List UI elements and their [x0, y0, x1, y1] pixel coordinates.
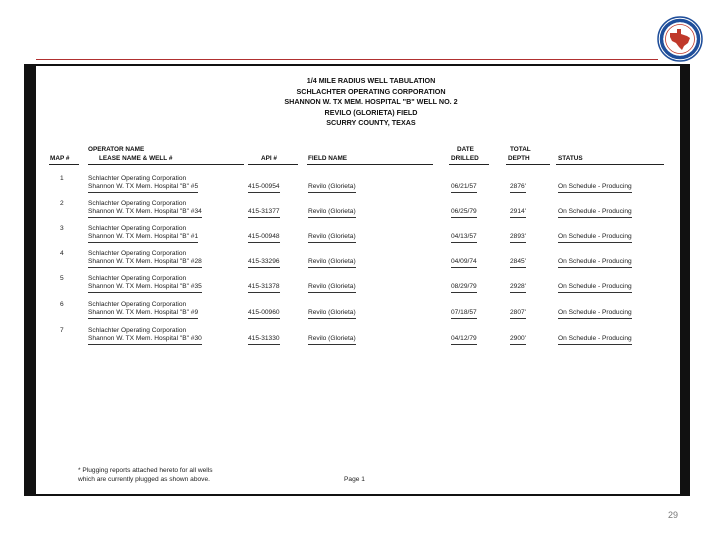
- header-depth-top: TOTAL: [510, 146, 531, 153]
- row-7-api: 415-31330: [248, 335, 280, 345]
- header-status: STATUS: [558, 155, 583, 162]
- row-1-operator: Schlachter Operating Corporation: [88, 175, 187, 182]
- footnote-line-1: * Plugging reports attached hereto for all wells: [78, 467, 213, 474]
- title-line-4: REVILO (GLORIETA) FIELD: [324, 107, 418, 117]
- row-5-field: Revilo (Glorieta): [308, 283, 356, 293]
- row-4-lease: Shannon W. TX Mem. Hospital "B" #28: [88, 258, 202, 268]
- row-5-status: On Schedule - Producing: [558, 283, 632, 293]
- row-3-api: 415-00948: [248, 233, 280, 243]
- header-underline-lease: [88, 164, 244, 165]
- row-2-map: 2: [60, 200, 64, 207]
- header-underline-api: [248, 164, 298, 165]
- row-1-status: On Schedule - Producing: [558, 183, 632, 193]
- row-5-api: 415-31378: [248, 283, 280, 293]
- row-7-depth: 2900': [510, 335, 526, 345]
- row-1-date: 06/21/57: [451, 183, 477, 193]
- row-5-lease: Shannon W. TX Mem. Hospital "B" #35: [88, 283, 202, 293]
- row-7-operator: Schlachter Operating Corporation: [88, 327, 187, 334]
- header-api: API #: [261, 155, 277, 162]
- title-line-1: 1/4 MILE RADIUS WELL TABULATION: [306, 76, 436, 85]
- row-2-lease: Shannon W. TX Mem. Hospital "B" #34: [88, 208, 202, 218]
- row-7-lease: Shannon W. TX Mem. Hospital "B" #30: [88, 335, 202, 345]
- title-line-5: SCURRY COUNTY, TEXAS: [326, 118, 416, 127]
- row-1-map: 1: [60, 175, 64, 182]
- header-underline-depth: [506, 164, 550, 165]
- row-6-lease: Shannon W. TX Mem. Hospital "B" #9: [88, 309, 198, 319]
- scanned-document-page: [36, 66, 680, 494]
- header-underline-date: [449, 164, 489, 165]
- row-6-status: On Schedule - Producing: [558, 309, 632, 319]
- row-4-operator: Schlachter Operating Corporation: [88, 250, 187, 257]
- row-3-field: Revilo (Glorieta): [308, 233, 356, 243]
- header-map: MAP #: [50, 155, 70, 162]
- row-6-field: Revilo (Glorieta): [308, 309, 356, 319]
- row-5-date: 08/29/79: [451, 283, 477, 293]
- header-underline-field: [307, 164, 433, 165]
- row-5-operator: Schlachter Operating Corporation: [88, 275, 187, 282]
- row-1-lease: Shannon W. TX Mem. Hospital "B" #5: [88, 183, 198, 193]
- header-field: FIELD NAME: [308, 155, 348, 162]
- row-2-operator: Schlachter Operating Corporation: [88, 200, 187, 207]
- row-6-date: 07/18/57: [451, 309, 477, 319]
- row-4-date: 04/09/74: [451, 258, 477, 268]
- row-7-field: Revilo (Glorieta): [308, 335, 356, 345]
- row-3-operator: Schlachter Operating Corporation: [88, 225, 187, 232]
- row-7-status: On Schedule - Producing: [558, 335, 632, 345]
- row-6-map: 6: [60, 301, 64, 308]
- row-1-depth: 2876': [510, 183, 526, 193]
- row-3-status: On Schedule - Producing: [558, 233, 632, 243]
- header-lease: LEASE NAME & WELL #: [99, 155, 173, 162]
- header-date-top: DATE: [457, 146, 474, 153]
- row-4-field: Revilo (Glorieta): [308, 258, 356, 268]
- slide-top-rule: [36, 59, 658, 60]
- row-7-date: 04/12/79: [451, 335, 477, 345]
- header-depth-bottom: DEPTH: [508, 155, 530, 162]
- row-3-depth: 2893': [510, 233, 526, 243]
- row-1-field: Revilo (Glorieta): [308, 183, 356, 193]
- row-4-map: 4: [60, 250, 64, 257]
- header-operator-name: OPERATOR NAME: [88, 146, 145, 153]
- row-4-api: 415-33296: [248, 258, 280, 268]
- row-4-status: On Schedule - Producing: [558, 258, 632, 268]
- slide-page-number: 29: [668, 510, 679, 520]
- row-1-api: 415-00954: [248, 183, 280, 193]
- row-3-lease: Shannon W. TX Mem. Hospital "B" #1: [88, 233, 198, 243]
- row-5-depth: 2928': [510, 283, 526, 293]
- scanned-document-frame: [24, 64, 690, 496]
- footnote-line-2: which are currently plugged as shown above.: [78, 476, 210, 483]
- row-2-field: Revilo (Glorieta): [308, 208, 356, 218]
- row-2-status: On Schedule - Producing: [558, 208, 632, 218]
- row-3-date: 04/13/57: [451, 233, 477, 243]
- title-line-3: SHANNON W. TX MEM. HOSPITAL "B" WELL NO. 2: [284, 97, 458, 106]
- row-3-map: 3: [60, 225, 64, 232]
- row-6-api: 415-00960: [248, 309, 280, 319]
- row-6-operator: Schlachter Operating Corporation: [88, 301, 187, 308]
- row-7-map: 7: [60, 327, 64, 334]
- row-2-depth: 2914': [510, 208, 526, 218]
- row-4-depth: 2845': [510, 258, 526, 268]
- texas-railroad-commission-seal-icon: [657, 16, 703, 62]
- header-date-bottom: DRILLED: [451, 155, 479, 162]
- document-page-label: Page 1: [344, 476, 365, 483]
- row-5-map: 5: [60, 275, 64, 282]
- row-2-date: 06/25/79: [451, 208, 477, 218]
- title-line-2: SCHLACHTER OPERATING CORPORATION: [296, 86, 446, 96]
- row-6-depth: 2807': [510, 309, 526, 319]
- header-underline-map: [49, 164, 79, 165]
- header-underline-status: [556, 164, 664, 165]
- row-2-api: 415-31377: [248, 208, 280, 218]
- document-title: [186, 76, 556, 129]
